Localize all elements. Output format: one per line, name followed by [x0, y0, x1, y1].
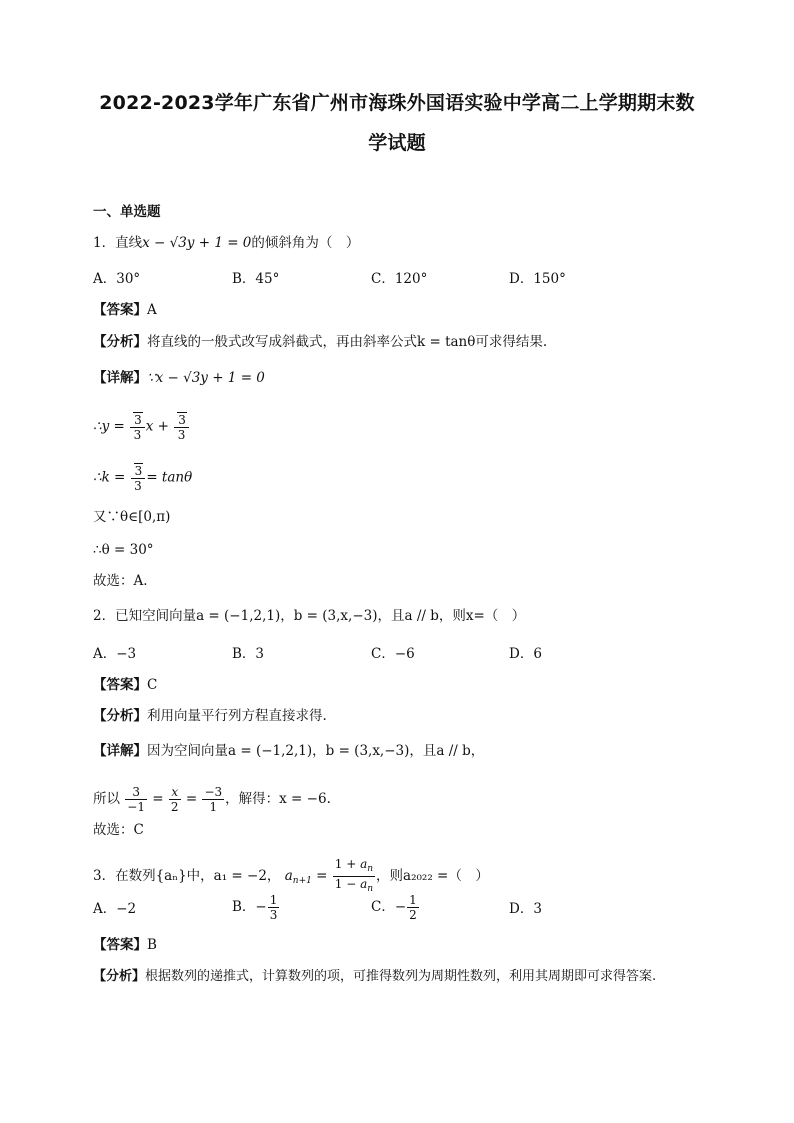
- q1-stem-prefix: 1．直线: [93, 235, 143, 251]
- analysis-tag: 【分析】: [93, 334, 147, 350]
- q1-stem-suffix: 的倾斜角为（ ）: [251, 235, 360, 251]
- q1-analysis: [93, 333, 547, 351]
- document-title-line-1: 2022-2023学年广东省广州市海珠外国语实验中学高二上学期期末数: [99, 92, 695, 114]
- q2-option-d: D．6: [509, 646, 542, 662]
- q1-option-d: D．150°: [509, 271, 566, 287]
- answer-tag: 【答案】: [93, 937, 147, 953]
- q2-detail-prefix: 所以: [93, 791, 120, 807]
- fraction-sqrt3-over-3: $\frac{3}{3}$: [174, 412, 189, 442]
- q1-option-a: A．30°: [93, 271, 141, 287]
- q2-answer: [93, 676, 157, 694]
- detail-tag: 【详解】: [93, 370, 147, 386]
- q2-option-c: C．−6: [371, 646, 415, 662]
- q1-answer-value: A: [147, 302, 157, 318]
- document-title-line-2: 学试题: [368, 132, 426, 154]
- q3-analysis: [93, 968, 656, 986]
- q2-conclusion: 故选：C: [93, 822, 144, 838]
- q2-detail-line-2: 所以 $\frac{3}{-1}$ = $\frac{x}{2}$ = $\frac{-3}{1}$ ，解得：x = −6.: [93, 785, 331, 814]
- q2-analysis: [93, 707, 327, 725]
- q1-analysis-text: 将直线的一般式改写成斜截式，再由斜率公式k = tanθ可求得结果.: [147, 334, 548, 350]
- q2-stem: 2．已知空间向量a = (−1,2,1)，b = (3,x,−3)，且a // b，则x=（ ）: [93, 608, 526, 624]
- q3-answer-value: B: [147, 937, 157, 953]
- q1-detail-equation: ∵x − √3y + 1 = 0: [147, 370, 265, 386]
- analysis-tag: 【分析】: [93, 708, 147, 724]
- detail-tag: 【详解】: [93, 743, 147, 759]
- q3-stem: 3．在数列{aₙ}中，a₁ = −2， $a_{n+1}$ = $\frac{1 + a_n}{1 - a_n}$ ，则a₂₀₂₂ =（ ）: [93, 857, 489, 894]
- q1-stem-equation: x − √3y + 1 = 0: [142, 235, 252, 251]
- q1-detail-y-prefix: ∴y =: [93, 418, 125, 435]
- fraction-sqrt3-over-3: $\frac{3}{3}$: [131, 463, 146, 493]
- q1-detail-k-suffix: = tanθ: [146, 469, 193, 486]
- q2-detail-line-1: [93, 742, 484, 760]
- fraction-x-over-2: $\frac{x}{2}$: [170, 785, 179, 814]
- q3-option-b: B．− $\frac{1}{3}$: [232, 893, 278, 922]
- q2-option-a: A．−3: [93, 646, 137, 662]
- q1-detail-line-1: [93, 369, 265, 387]
- q2-analysis-text: 利用向量平行列方程直接求得.: [147, 708, 327, 724]
- q1-stem: [93, 234, 359, 252]
- q1-answer: [93, 301, 157, 319]
- q2-option-b: B．3: [232, 646, 265, 662]
- q2-answer-value: C: [147, 677, 158, 693]
- q1-detail-line-3: [93, 463, 192, 493]
- q3-stem-prefix: 3．在数列{aₙ}中，a₁ = −2，: [93, 868, 281, 884]
- analysis-tag: 【分析】: [93, 969, 146, 984]
- fraction-neg3-over-1: $\frac{-3}{1}$: [204, 785, 223, 814]
- answer-tag: 【答案】: [93, 677, 147, 693]
- q3-answer: [93, 936, 157, 954]
- q1-detail-k-prefix: ∴k =: [93, 469, 126, 486]
- fraction-3-over-neg1: $\frac{3}{-1}$: [127, 785, 145, 814]
- q3-stem-suffix: ，则a₂₀₂₂ =（ ）: [376, 868, 489, 884]
- q3-option-d: D．3: [509, 901, 542, 917]
- q3-analysis-text: 根据数列的递推式，计算数列的项，可推得数列为周期性数列，利用其周期即可求得答案.: [145, 969, 657, 984]
- q2-detail-suffix: ，解得：x = −6.: [225, 791, 331, 807]
- q1-conclusion: 故选：A.: [93, 573, 148, 589]
- section-heading: 一、单选题: [93, 204, 161, 220]
- fraction-recurrence: $\frac{1 + a_n}{1 - a_n}$: [334, 857, 374, 894]
- q2-detail-text: 因为空间向量a = (−1,2,1)，b = (3,x,−3)，且a // b，: [147, 743, 485, 759]
- q1-detail-line-4: 又∵θ∈[0,π): [93, 509, 171, 525]
- q3-option-c: C．− $\frac{1}{2}$: [371, 893, 417, 922]
- q1-option-b: B．45°: [232, 271, 280, 287]
- q3-option-a: A．−2: [93, 901, 137, 917]
- answer-tag: 【答案】: [93, 302, 147, 318]
- q1-detail-line-5: ∴θ = 30°: [93, 542, 154, 558]
- q1-option-c: C．120°: [371, 271, 428, 287]
- fraction-sqrt3-over-3: $\frac{3}{3}$: [130, 412, 145, 442]
- q1-detail-line-2: ∴y = $\frac{3}{3}$ x + $\frac{3}{3}$: [93, 412, 190, 442]
